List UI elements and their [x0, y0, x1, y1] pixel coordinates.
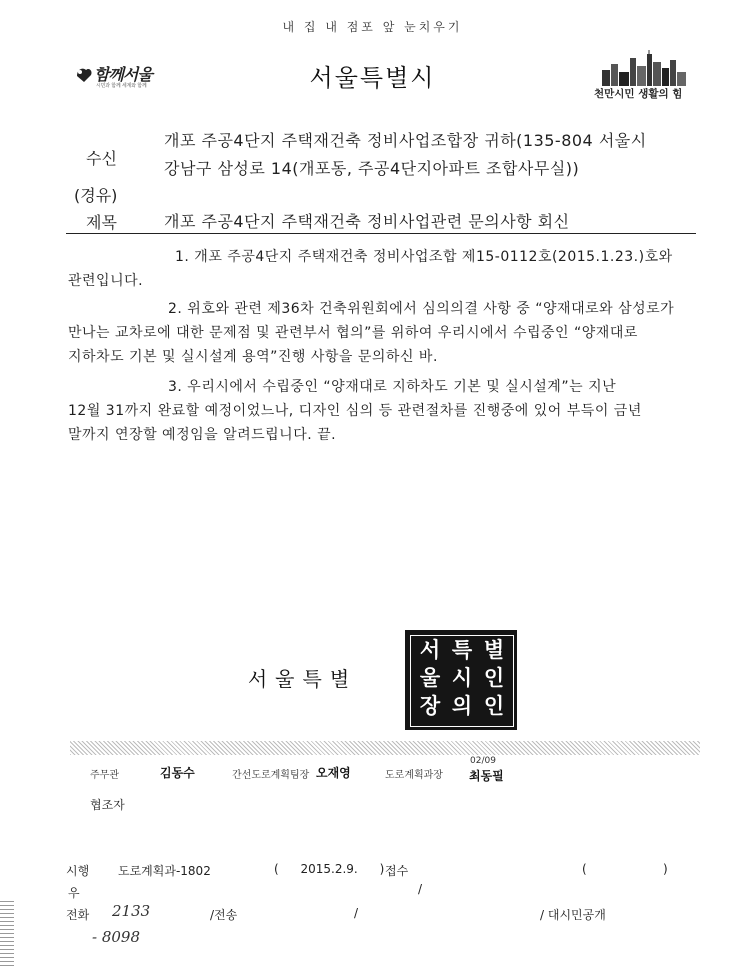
postal-separator: /	[418, 882, 423, 896]
drafter-title: 주무관	[90, 770, 119, 781]
header-divider	[66, 233, 696, 234]
paragraph-2-line-1: 2. 위호와 관련 제36차 건축위원회에서 심의의결 사항 중 “양재대로와 삼성로가	[168, 301, 675, 317]
fax-separator: /	[354, 906, 359, 920]
citizen-logo	[594, 50, 694, 100]
seal-char: 특	[451, 638, 473, 662]
seal-char: 울	[419, 666, 441, 690]
phone-handwritten: 2133	[112, 902, 151, 920]
phone-label: 전화	[66, 908, 90, 922]
seal-char: 장	[419, 694, 441, 718]
logo-subtitle: 시민과 함께 세계와 함께	[96, 83, 147, 89]
fax-label: /전송	[210, 908, 238, 922]
paragraph-1-line-2: 관련입니다.	[68, 273, 144, 289]
team-leader-title: 간선도로계획팀장	[232, 770, 310, 781]
issuer-name: 서울특별	[247, 667, 358, 691]
director-date: 02/09	[470, 756, 496, 766]
enforce-date: ( 2015.2.9. )	[274, 862, 385, 876]
paragraph-3-line-2: 12월 31까지 완료할 예정이었느나, 디자인 심의 등 관련절차를 진행중에 있어 부득이 금년	[68, 403, 642, 419]
skyline-icon	[600, 50, 688, 86]
paragraph-2-line-2: 만나는 교차로에 대한 문제점 및 관련부서 협의”를 위하여 우리시에서 수립중인 “양재대로	[68, 325, 638, 341]
recipient-label: 수신	[86, 149, 117, 168]
cooperator-label: 협조자	[90, 798, 125, 812]
paragraph-2-line-3: 지하차도 기본 및 실시설계 용역”진행 사항을 문의하신 바.	[68, 349, 438, 365]
recipient-line-1: 개포 주공4단지 주택재건축 정비사업조합장 귀하(135-804 서울시	[164, 131, 647, 150]
enforce-label: 시행	[66, 864, 90, 878]
director-title: 도로계획과장	[385, 770, 443, 781]
handwritten-note: - 8098	[92, 928, 141, 946]
team-leader-signature: 오재영	[316, 766, 351, 780]
logo-tagline: 천만시민 생활의 힘	[594, 88, 683, 100]
director-signature: 최동필	[469, 769, 504, 783]
enforce-number: 도로계획과-1802	[118, 864, 211, 878]
approval-divider	[70, 741, 700, 755]
seal-char: 서	[419, 638, 441, 662]
seal-char: 별	[483, 638, 505, 662]
subject-text: 개포 주공4단지 주택재건축 정비사업관련 문의사항 회신	[164, 212, 570, 231]
postal-label: 우	[68, 886, 80, 900]
paragraph-1-line-1: 1. 개포 주공4단지 주택재건축 정비사업조합 제15-0112호(2015.1.23.)호와	[175, 249, 673, 265]
recipient-line-2: 강남구 삼성로 14(개포동, 주공4단지아파트 조합사무실))	[164, 159, 580, 178]
receive-label: 접수	[385, 864, 409, 878]
scan-edge-marks	[0, 900, 14, 966]
via-label: (경유)	[74, 186, 118, 205]
official-seal	[405, 630, 517, 730]
paragraph-3-line-1: 3. 우리시에서 수립중인 “양재대로 지하차도 기본 및 실시설계”는 지난	[168, 379, 617, 395]
seal-char: 인	[483, 694, 505, 718]
drafter-signature: 김동수	[160, 766, 195, 780]
receive-field: ( )	[582, 862, 668, 876]
subject-label: 제목	[86, 213, 117, 232]
org-title: 서울특별시	[309, 64, 436, 92]
seal-char: 시	[451, 666, 473, 690]
paragraph-3-line-3: 말까지 연장할 예정임을 알려드립니다. 끝.	[68, 427, 337, 443]
logo-name: 함께서울	[94, 65, 152, 84]
slogan: 내 집 내 점포 앞 눈치우기	[282, 20, 463, 34]
public-disclosure-label: / 대시민공개	[540, 908, 606, 922]
seal-char: 의	[451, 694, 473, 718]
seal-char: 인	[483, 666, 505, 690]
